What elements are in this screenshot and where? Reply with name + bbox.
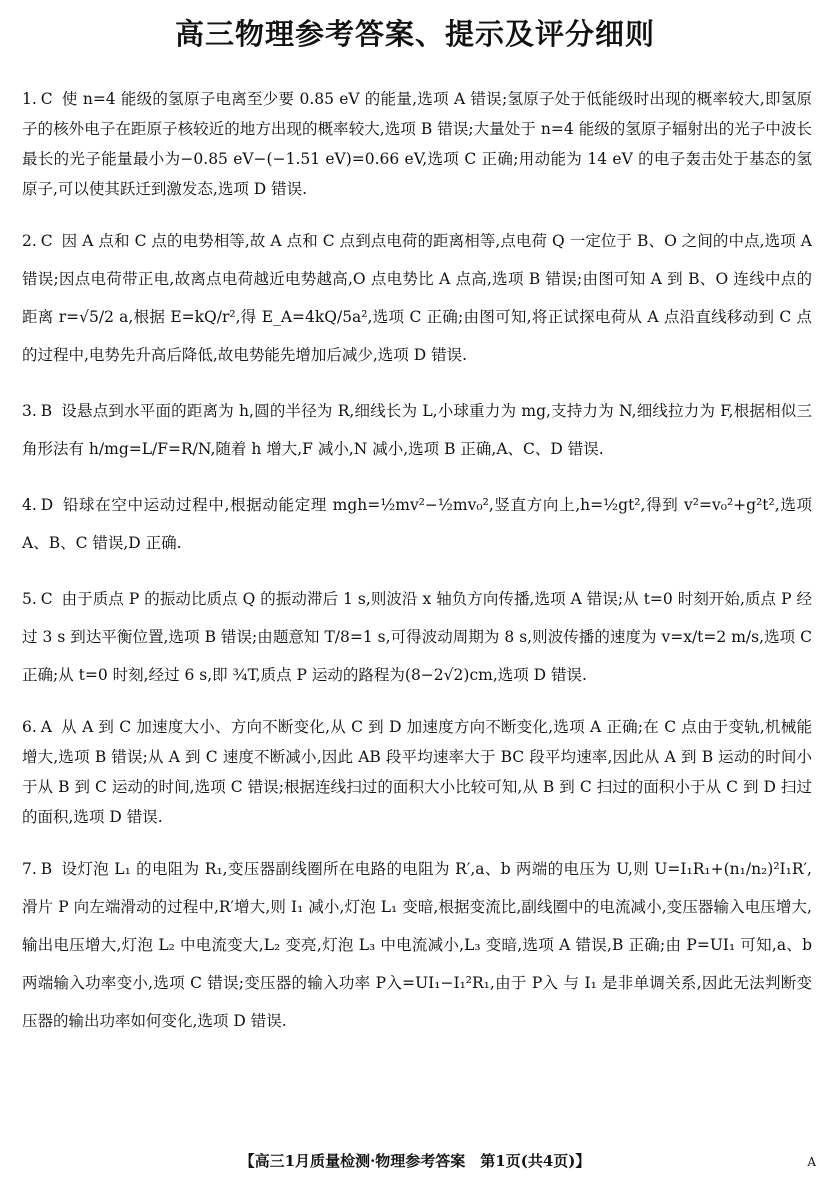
item-number: 2.	[22, 232, 37, 250]
item-answer: C	[40, 590, 53, 608]
answer-item-7	[22, 850, 812, 1040]
item-explanation: 从 A 到 C 加速度大小、方向不断变化,从 C 到 D 加速度方向不断变化,选项 A 正确;在 C 点由于变轨,机械能增大,选项 B 错误;从 A 到 C 速度不断减小,因此 AB 段平均速率大于 BC 段平均速率,因此从 A 到 B 运动的时间小于从 B 到 C 运动的时间,选项 C 错误;根据连线扫过的面积大小比较可知,从 B 到 C 扫过的面积小于从 C 到 D 扫过的面积,选项 D 错误.	[22, 718, 812, 826]
item-answer: C	[40, 90, 53, 108]
item-number: 3.	[22, 402, 37, 420]
answer-item-3	[22, 392, 812, 468]
item-number: 6.	[22, 718, 37, 736]
corner-mark: A	[807, 1155, 816, 1169]
item-number: 4.	[22, 496, 37, 514]
item-explanation: 由于质点 P 的振动比质点 Q 的振动滞后 1 s,则波沿 x 轴负方向传播,选项 A 错误;从 t=0 时刻开始,质点 P 经过 3 s 到达平衡位置,选项 B 错误;由题意知 T/8=1 s,可得波动周期为 8 s,则波传播的速度为 v=x/t=2 m/s,选项 C 正确;从 t=0 时刻,经过 6 s,即 ¾T,质点 P 运动的路程为(8−2√2)cm,选项 D 错误.	[22, 590, 812, 684]
page-footer: 【高三1月质量检测·物理参考答案 第1页(共4页)】	[239, 1152, 591, 1170]
item-number: 1.	[22, 90, 37, 108]
item-explanation: 因 A 点和 C 点的电势相等,故 A 点和 C 点到点电荷的距离相等,点电荷 Q 一定位于 B、O 之间的中点,选项 A 错误;因点电荷带正电,故离点电荷越近电势越高,O 点电势比 A 点高,选项 B 错误;由图可知 A 到 B、O 连线中点的距离 r=√5/2 a,根据 E=kQ/r²,得 E_A=4kQ/5a²,选项 C 正确;由图可知,将正试探电荷从 A 点沿直线移动到 C 点的过程中,电势先升高后降低,故电势能先增加后减少,选项 D 错误.	[22, 232, 812, 364]
page-title: 高三物理参考答案、提示及评分细则	[174, 17, 655, 51]
answer-item-2	[22, 222, 812, 374]
item-answer: A	[40, 718, 52, 736]
answer-item-5	[22, 580, 812, 694]
item-answer: C	[40, 232, 53, 250]
item-answer: B	[40, 860, 53, 878]
item-answer: D	[40, 496, 54, 514]
item-answer: B	[40, 402, 53, 420]
item-number: 5.	[22, 590, 37, 608]
answer-list	[22, 84, 812, 1058]
item-explanation: 设悬点到水平面的距离为 h,圆的半径为 R,细线长为 L,小球重力为 mg,支持力为 N,细线拉力为 F,根据相似三角形法有 h/mg=L/F=R/N,随着 h 增大,F 减小,N 减小,选项 B 正确,A、C、D 错误.	[22, 402, 812, 458]
item-explanation: 使 n=4 能级的氢原子电离至少要 0.85 eV 的能量,选项 A 错误;氢原子处于低能级时出现的概率较大,即氢原子的核外电子在距原子核较近的地方出现的概率较大,选项 B 错误;大量处于 n=4 能级的氢原子辐射出的光子中波长最长的光子能量最小为−0.85 eV−(−1.51 eV)=0.66 eV,选项 C 正确;用动能为 14 eV 的电子轰击处于基态的氢原子,可以使其跃迁到激发态,选项 D 错误.	[22, 90, 812, 198]
answer-item-4	[22, 486, 812, 562]
answer-item-1	[22, 84, 812, 204]
answer-item-6	[22, 712, 812, 832]
item-explanation: 设灯泡 L₁ 的电阻为 R₁,变压器副线圈所在电路的电阻为 R′,a、b 两端的电压为 U,则 U=I₁R₁+(n₁/n₂)²I₁R′,滑片 P 向左端滑动的过程中,R′增大,则 I₁ 减小,灯泡 L₁ 变暗,根据变流比,副线圈中的电流减小,变压器输入电压增大,输出电压增大,灯泡 L₂ 中电流变大,L₂ 变亮,灯泡 L₃ 中电流减小,L₃ 变暗,选项 A 错误,B 正确;由 P=UI₁ 可知,a、b 两端输入功率变小,选项 C 错误;变压器的输入功率 P入=UI₁−I₁²R₁,由于 P入 与 I₁ 是非单调关系,因此无法判断变压器的输出功率如何变化,选项 D 错误.	[22, 860, 812, 1030]
item-number: 7.	[22, 860, 37, 878]
item-explanation: 铅球在空中运动过程中,根据动能定理 mgh=½mv²−½mv₀²,竖直方向上,h=½gt²,得到 v²=v₀²+g²t²,选项 A、B、C 错误,D 正确.	[22, 496, 812, 552]
